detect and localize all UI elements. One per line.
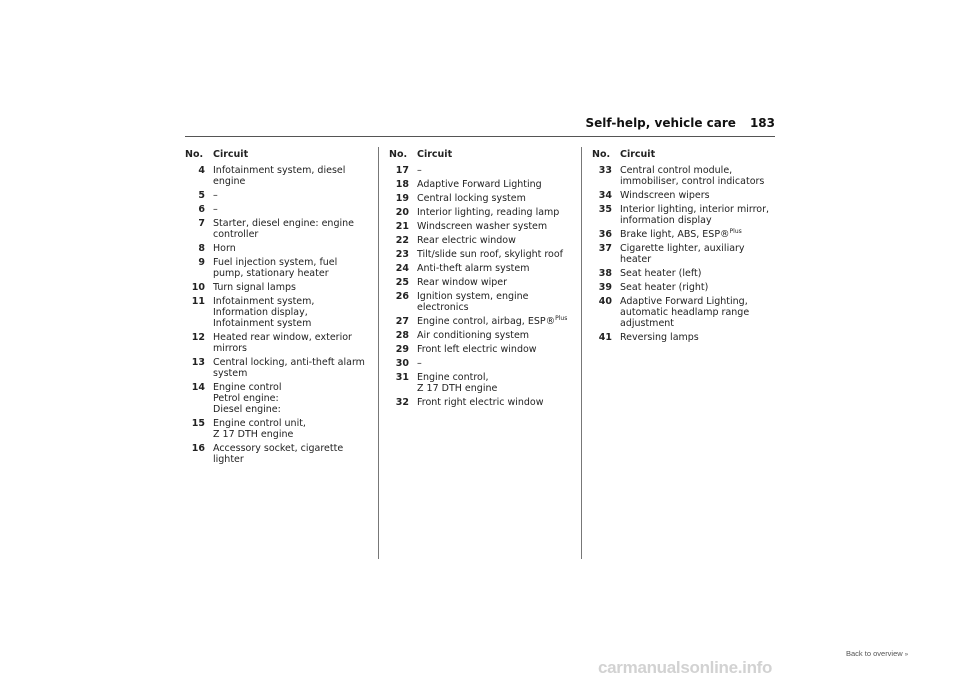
circuit-description: [213, 190, 365, 201]
fuse-row: [592, 190, 772, 201]
fuse-column-3: [592, 149, 772, 346]
circuit-text: –: [417, 358, 422, 369]
fuse-row: [185, 204, 365, 215]
fuse-row: [185, 418, 365, 440]
fuse-row: [389, 193, 571, 204]
fuse-row: [185, 165, 365, 187]
circuit-text: Anti-theft alarm system: [417, 263, 530, 274]
circuit-description: [213, 443, 365, 465]
circuit-text: Fuel injection system, fuel pump, stationary heater: [213, 257, 338, 279]
circuit-description: [620, 243, 772, 265]
circuit-description: [213, 282, 365, 293]
fuse-number: 4: [198, 165, 205, 176]
fuse-row: [185, 443, 365, 465]
circuit-description: [417, 344, 571, 355]
fuse-number: 5: [198, 190, 205, 201]
circuit-description: [417, 291, 571, 313]
circuit-description: [213, 165, 365, 187]
fuse-row: [389, 344, 571, 355]
circuit-text: Horn: [213, 243, 236, 254]
circuit-text: Seat heater (right): [620, 282, 709, 293]
circuit-description: [213, 332, 365, 354]
fuse-row: [592, 282, 772, 293]
fuse-number: 14: [191, 382, 205, 393]
circuit-description: [213, 243, 365, 254]
circuit-text: Interior lighting, interior mirror, information display: [620, 204, 770, 226]
fuse-number: 18: [395, 179, 409, 190]
circuit-description: [417, 372, 571, 394]
watermark: carmanualsonline.info: [598, 658, 773, 677]
fuse-number: 22: [395, 235, 409, 246]
fuse-row: [389, 330, 571, 341]
circuit-description: [417, 179, 571, 190]
circuit-text: Engine control Petrol engine: Diesel engine:: [213, 382, 282, 415]
circuit-text: Heated rear window, exterior mirrors: [213, 332, 352, 354]
superscript-plus: Plus: [729, 227, 742, 235]
circuit-text: Front left electric window: [417, 344, 537, 355]
fuse-number: 32: [395, 397, 409, 408]
circuit-description: [620, 165, 772, 187]
fuse-number: 21: [395, 221, 409, 232]
circuit-text: Interior lighting, reading lamp: [417, 207, 560, 218]
header-no: No.: [592, 149, 611, 160]
fuse-number: 25: [395, 277, 409, 288]
header-circuit: Circuit: [417, 149, 453, 160]
circuit-description: [417, 221, 571, 232]
fuse-row: [185, 332, 365, 354]
fuse-row: [592, 243, 772, 265]
fuse-number: 26: [395, 291, 409, 302]
page-header: [185, 116, 775, 134]
fuse-row: [185, 218, 365, 240]
circuit-description: [620, 190, 772, 201]
fuse-number: 30: [395, 358, 409, 369]
fuse-number: 9: [198, 257, 205, 268]
fuse-number: 15: [191, 418, 205, 429]
circuit-text: Starter, diesel engine: engine controller: [213, 218, 354, 240]
circuit-text: Central locking system: [417, 193, 526, 204]
fuse-number: 27: [395, 316, 409, 327]
circuit-text: Central locking, anti-theft alarm system: [213, 357, 365, 379]
circuit-text: Rear window wiper: [417, 277, 508, 288]
circuit-description: [620, 229, 772, 240]
fuse-row: [185, 190, 365, 201]
circuit-text: –: [213, 190, 218, 201]
fuse-number: 19: [395, 193, 409, 204]
fuse-row: [389, 221, 571, 232]
circuit-text: Cigarette lighter, auxiliary heater: [620, 243, 745, 265]
circuit-text: Adaptive Forward Lighting: [417, 179, 542, 190]
circuit-text: Infotainment system, diesel engine: [213, 165, 346, 187]
circuit-text: Engine control unit, Z 17 DTH engine: [213, 418, 306, 440]
back-link-label[interactable]: Back to overview: [846, 649, 903, 658]
circuit-description: [417, 193, 571, 204]
superscript-plus: Plus: [555, 314, 568, 322]
circuit-text: Front right electric window: [417, 397, 544, 408]
fuse-number: 8: [198, 243, 205, 254]
fuse-number: 33: [598, 165, 612, 176]
circuit-description: [620, 282, 772, 293]
fuse-number: 24: [395, 263, 409, 274]
circuit-text: Reversing lamps: [620, 332, 699, 343]
column-divider: [581, 147, 582, 559]
page-number: 183: [749, 116, 775, 130]
header-circuit: Circuit: [620, 149, 656, 160]
circuit-text: Infotainment system, Information display, Infotainment system: [213, 296, 315, 329]
fuse-number: 41: [598, 332, 612, 343]
circuit-text: Engine control, airbag, ESP®: [417, 316, 556, 327]
fuse-number: 40: [598, 296, 612, 307]
circuit-text: –: [417, 165, 422, 176]
circuit-text: Brake light, ABS, ESP®: [620, 229, 730, 240]
fuse-row: [389, 358, 571, 369]
header-no: No.: [185, 149, 204, 160]
fuse-row: [389, 249, 571, 260]
fuse-number: 35: [598, 204, 612, 215]
circuit-description: [417, 207, 571, 218]
fuse-rows: [185, 165, 365, 465]
circuit-text: Adaptive Forward Lighting, automatic headlamp range adjustment: [620, 296, 750, 329]
circuit-description: [620, 296, 772, 329]
fuse-column-2: [389, 149, 571, 411]
fuse-row: [185, 357, 365, 379]
fuse-number: 37: [598, 243, 612, 254]
circuit-description: [213, 357, 365, 379]
circuit-description: [417, 235, 571, 246]
circuit-description: [417, 358, 571, 369]
header-rule: [185, 136, 775, 137]
fuse-rows: [389, 165, 571, 408]
fuse-row: [389, 291, 571, 313]
circuit-text: Tilt/slide sun roof, skylight roof: [417, 249, 564, 260]
circuit-description: [417, 330, 571, 341]
circuit-text: Windscreen washer system: [417, 221, 548, 232]
fuse-number: 38: [598, 268, 612, 279]
fuse-row: [389, 316, 571, 327]
chevron-right-icon: »: [904, 652, 909, 658]
fuse-row: [592, 204, 772, 226]
fuse-column-1: [185, 149, 365, 468]
fuse-number: 11: [191, 296, 205, 307]
circuit-text: Seat heater (left): [620, 268, 702, 279]
fuse-row: [389, 372, 571, 394]
fuse-row: [389, 235, 571, 246]
circuit-description: [417, 316, 571, 327]
circuit-text: Central control module, immobiliser, control indicators: [620, 165, 765, 187]
column-header: [592, 149, 772, 160]
circuit-description: [213, 204, 365, 215]
fuse-number: 13: [191, 357, 205, 368]
fuse-number: 34: [598, 190, 612, 201]
header-circuit: Circuit: [213, 149, 249, 160]
fuse-row: [389, 397, 571, 408]
circuit-description: [213, 296, 365, 329]
fuse-row: [389, 179, 571, 190]
circuit-description: [417, 249, 571, 260]
circuit-text: Turn signal lamps: [213, 282, 296, 293]
circuit-description: [213, 382, 365, 415]
fuse-row: [185, 243, 365, 254]
fuse-number: 31: [395, 372, 409, 383]
fuse-number: 29: [395, 344, 409, 355]
circuit-text: Engine control, Z 17 DTH engine: [417, 372, 498, 394]
header-no: No.: [389, 149, 408, 160]
fuse-number: 28: [395, 330, 409, 341]
fuse-row: [389, 263, 571, 274]
fuse-number: 10: [191, 282, 205, 293]
fuse-row: [592, 296, 772, 329]
column-header: [389, 149, 571, 160]
fuse-row: [592, 165, 772, 187]
circuit-description: [417, 277, 571, 288]
fuse-row: [592, 268, 772, 279]
fuse-row: [185, 382, 365, 415]
fuse-row: [185, 296, 365, 329]
circuit-description: [620, 332, 772, 343]
fuse-rows: [592, 165, 772, 343]
section-title: Self-help, vehicle care: [585, 116, 736, 130]
fuse-number: 7: [198, 218, 205, 229]
circuit-text: Accessory socket, cigarette lighter: [213, 443, 344, 465]
fuse-number: 16: [191, 443, 205, 454]
fuse-number: 39: [598, 282, 612, 293]
circuit-description: [417, 165, 571, 176]
circuit-text: –: [213, 204, 218, 215]
fuse-row: [185, 282, 365, 293]
circuit-text: Rear electric window: [417, 235, 516, 246]
column-header: [185, 149, 365, 160]
fuse-row: [592, 332, 772, 343]
circuit-description: [213, 257, 365, 279]
fuse-row: [185, 257, 365, 279]
fuse-number: 36: [598, 229, 612, 240]
fuse-row: [389, 207, 571, 218]
circuit-description: [417, 397, 571, 408]
circuit-description: [213, 418, 365, 440]
circuit-description: [417, 263, 571, 274]
fuse-number: 12: [191, 332, 205, 343]
fuse-number: 6: [198, 204, 205, 215]
fuse-number: 17: [395, 165, 409, 176]
fuse-number: 20: [395, 207, 409, 218]
circuit-description: [620, 268, 772, 279]
fuse-row: [592, 229, 772, 240]
fuse-number: 23: [395, 249, 409, 260]
circuit-description: [620, 204, 772, 226]
column-divider: [378, 147, 379, 559]
circuit-text: Windscreen wipers: [620, 190, 710, 201]
fuse-row: [389, 277, 571, 288]
circuit-text: Air conditioning system: [417, 330, 530, 341]
circuit-description: [213, 218, 365, 240]
back-to-overview-link[interactable]: [846, 649, 908, 658]
circuit-text: Ignition system, engine electronics: [417, 291, 529, 313]
fuse-row: [389, 165, 571, 176]
